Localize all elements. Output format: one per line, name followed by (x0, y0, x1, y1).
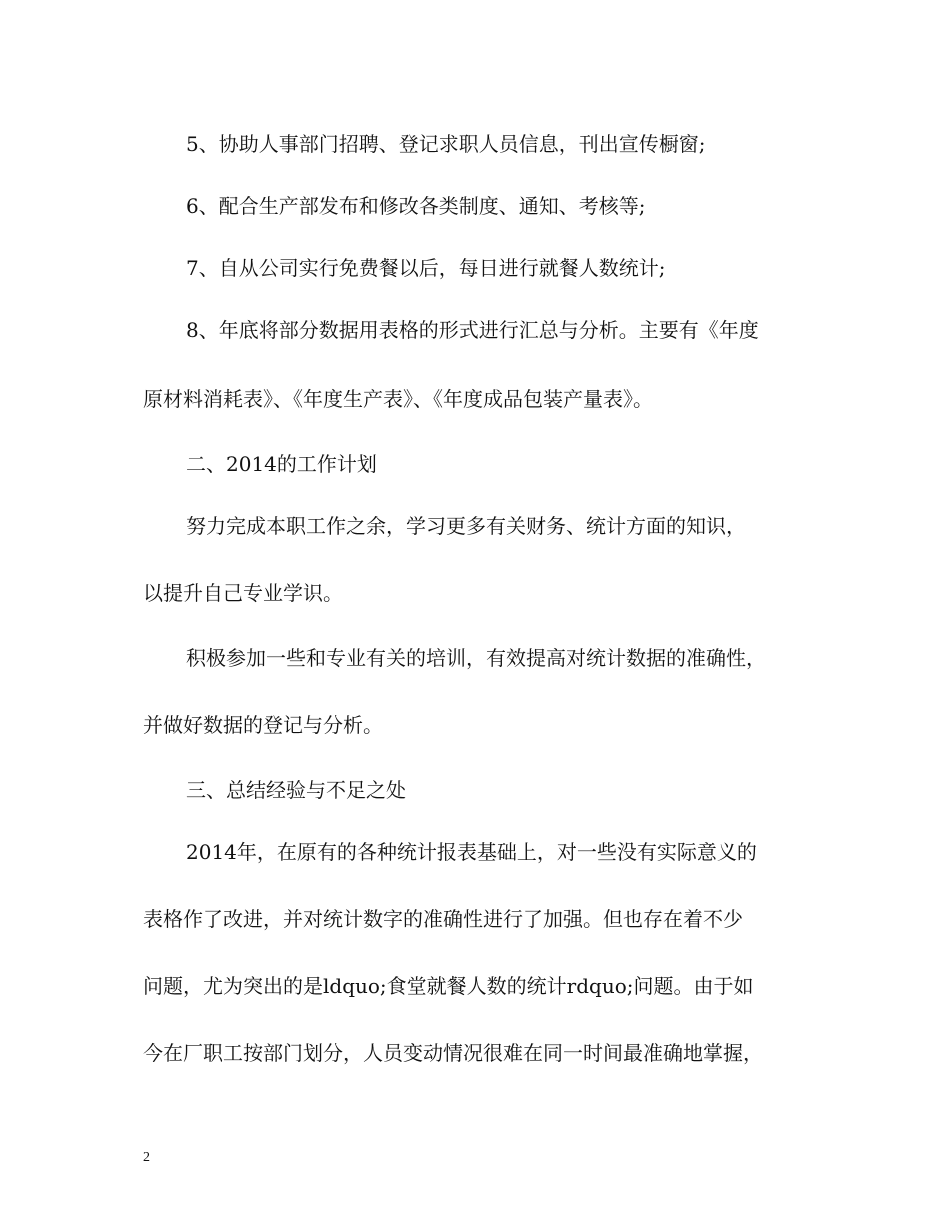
heading-text: 二、2014的工作计划 (186, 452, 377, 476)
paragraph-item-8-line-2 (0, 385, 950, 413)
paragraph-plan-1-line-1 (0, 512, 950, 540)
paragraph-summary-line-1 (0, 838, 950, 866)
text-line: 以提升自己专业学识。 (143, 581, 343, 605)
paragraph-plan-1-line-2 (0, 579, 950, 607)
paragraph-summary-line-4 (0, 1039, 950, 1067)
section-heading-2 (0, 450, 950, 478)
section-heading-3 (0, 776, 950, 804)
text-line: 积极参加一些和专业有关的培训，有效提高对统计数据的准确性， (186, 646, 766, 670)
text-line: 5、协助人事部门招聘、登记求职人员信息，刊出宣传橱窗; (186, 132, 706, 156)
paragraph-item-5 (0, 130, 950, 158)
paragraph-summary-line-2 (0, 905, 950, 933)
paragraph-plan-2-line-2 (0, 711, 950, 739)
text-line: 原材料消耗表》、《年度生产表》、《年度成品包装产量表》。 (143, 387, 653, 411)
paragraph-summary-line-3 (0, 972, 950, 1000)
text-line: 6、配合生产部发布和修改各类制度、通知、考核等; (186, 194, 646, 218)
text-line: 表格作了改进，并对统计数字的准确性进行了加强。但也存在着不少 (143, 907, 743, 931)
paragraph-item-8-line-1 (0, 316, 950, 344)
text-line: 7、自从公司实行免费餐以后，每日进行就餐人数统计; (186, 256, 666, 280)
text-line: 并做好数据的登记与分析。 (143, 713, 383, 737)
page-number: 2 (143, 1150, 150, 1165)
paragraph-item-7 (0, 254, 950, 282)
heading-text: 三、总结经验与不足之处 (186, 778, 406, 802)
text-line: 问题，尤为突出的是ldquo;食堂就餐人数的统计rdquo;问题。由于如 (143, 974, 754, 998)
paragraph-item-6 (0, 192, 950, 220)
text-line: 8、年底将部分数据用表格的形式进行汇总与分析。主要有《年度 (186, 318, 759, 342)
text-line: 努力完成本职工作之余，学习更多有关财务、统计方面的知识， (186, 514, 746, 538)
paragraph-plan-2-line-1 (0, 644, 950, 672)
text-line: 2014年，在原有的各种统计报表基础上，对一些没有实际意义的 (186, 840, 757, 864)
text-line: 今在厂职工按部门划分，人员变动情况很难在同一时间最准确地掌握， (143, 1041, 763, 1065)
